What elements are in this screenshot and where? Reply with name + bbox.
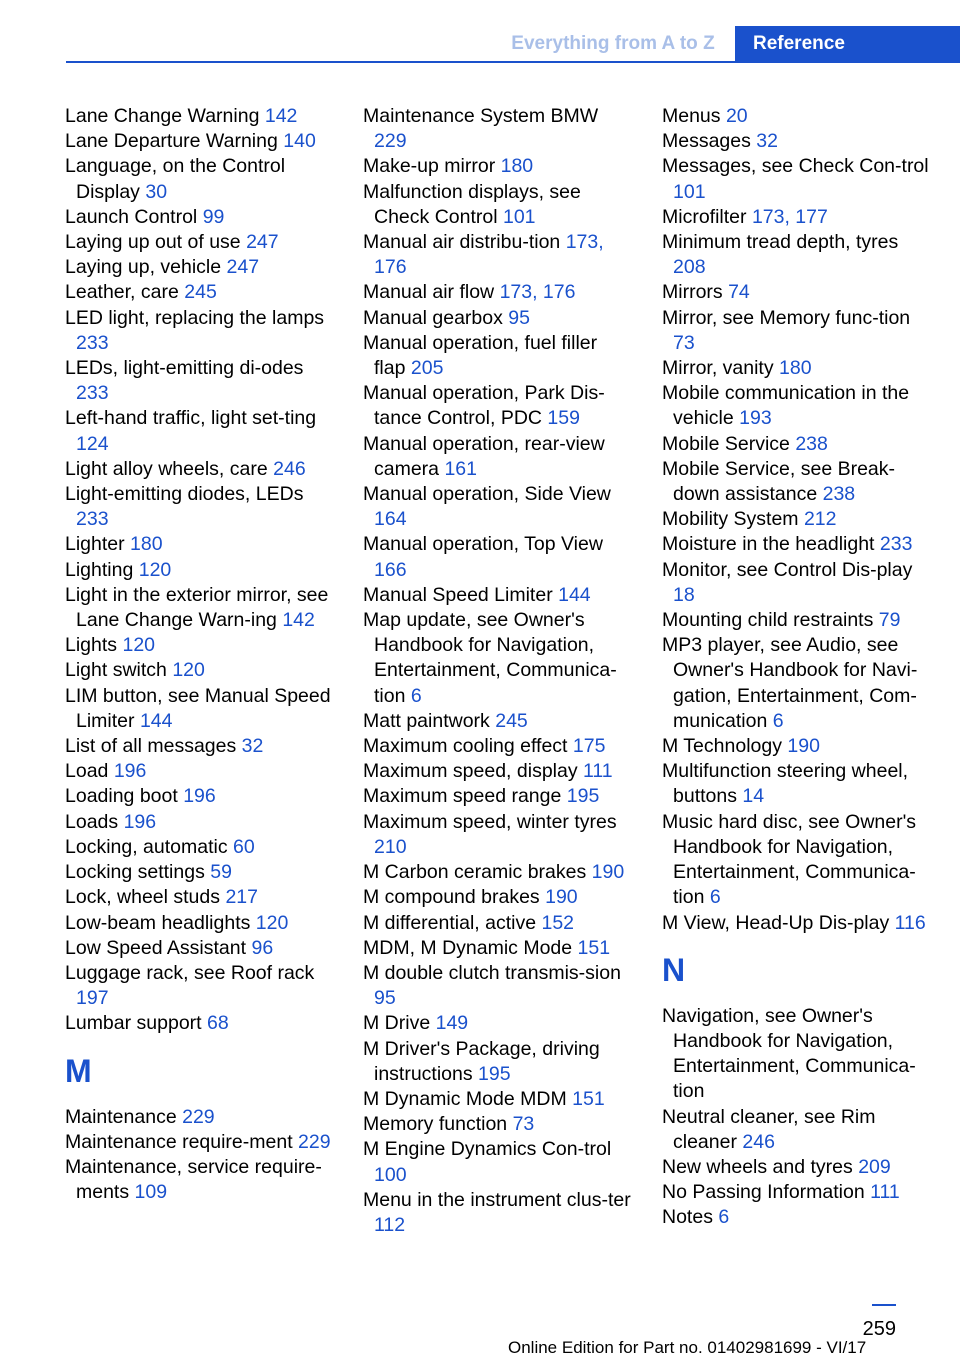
- index-entry: [65, 784, 335, 809]
- index-entry: [65, 936, 335, 961]
- index-entry: [662, 280, 932, 305]
- index-entry: [65, 810, 335, 835]
- index-entry: [662, 507, 932, 532]
- index-entry-term: Lights: [65, 634, 118, 657]
- index-entry: [363, 734, 633, 759]
- index-entry-page-link[interactable]: 180: [779, 357, 812, 380]
- index-entry-page-link[interactable]: 99: [202, 205, 225, 228]
- index-entry-term: Lighter: [65, 533, 125, 556]
- index-entry: [65, 230, 335, 255]
- index-entry-term: Light alloy wheels, care: [65, 457, 268, 480]
- index-entry-page-link[interactable]: 124: [76, 432, 109, 455]
- index-entry-term: Multifunction steering wheel, buttons: [662, 760, 909, 808]
- index-entry: [363, 1112, 633, 1137]
- index-entry: [662, 558, 932, 608]
- index-entry-page-link[interactable]: 96: [251, 936, 274, 959]
- index-entry: [65, 482, 335, 532]
- index-entry-page-link[interactable]: 209: [858, 1155, 891, 1178]
- index-entry-term: Language, on the Control Display: [65, 155, 286, 203]
- index-entry-page-link[interactable]: 245: [495, 709, 528, 732]
- index-entry-page-link[interactable]: 73: [512, 1113, 535, 1136]
- index-entry-page-link[interactable]: 245: [184, 281, 217, 304]
- index-entry-page-link[interactable]: 238: [822, 483, 856, 506]
- index-entry-term: Music hard disc, see Owner's Handbook for Navigation, Entertainment, Communica‐tion: [662, 810, 917, 909]
- index-entry-page-link[interactable]: 173, 176: [374, 231, 604, 279]
- index-entry: [662, 306, 932, 356]
- index-entry-term: Messages: [662, 130, 751, 153]
- index-entry-term: Messages, see Check Con‐trol: [662, 155, 929, 178]
- index-entry: [363, 331, 633, 381]
- index-entry-term: Launch Control: [65, 205, 198, 228]
- index-entry-term: Locking, automatic: [65, 835, 228, 858]
- index-entry-term: Locking settings: [65, 861, 205, 884]
- index-entry-page-link[interactable]: 247: [246, 231, 279, 254]
- index-entry: [65, 255, 335, 280]
- index-entry-page-link[interactable]: 233: [879, 533, 913, 556]
- index-entry-page-link[interactable]: 233: [76, 508, 109, 531]
- index-entry-page-link[interactable]: 193: [739, 407, 772, 430]
- index-entry-term: Leather, care: [65, 281, 179, 304]
- index-entry-term: No Passing Information: [662, 1181, 865, 1204]
- index-entry-term: LEDs, light‐emitting di‐odes: [65, 357, 304, 380]
- index-entry: [65, 205, 335, 230]
- index-entry: [662, 432, 932, 457]
- index-entry-page-link[interactable]: 6: [709, 886, 721, 909]
- index-entry-page-link[interactable]: 229: [374, 130, 407, 153]
- page-number: 259: [862, 1318, 896, 1340]
- index-entry-term: Monitor, see Control Dis‐play: [662, 558, 913, 581]
- index-entry-term: LED light, replacing the lamps: [65, 306, 325, 329]
- index-entry: [662, 1004, 932, 1105]
- index-entry-page-link[interactable]: 190: [545, 886, 578, 909]
- index-column-2: [363, 104, 633, 1238]
- index-entry-term: Menu in the instrument clus‐ter: [363, 1188, 631, 1211]
- index-entry: [662, 608, 932, 633]
- index-entry-term: Mobility System: [662, 508, 799, 531]
- index-entry-page-link[interactable]: 161: [444, 457, 477, 480]
- index-entry-term: M Carbon ceramic brakes: [363, 861, 587, 884]
- index-entry: [65, 835, 335, 860]
- index-entry: [662, 356, 932, 381]
- index-entry-page-link[interactable]: 95: [374, 987, 396, 1010]
- index-entry-page-link[interactable]: 59: [210, 861, 232, 884]
- header-chapter-tab: Reference: [735, 26, 960, 62]
- index-entry: [363, 154, 633, 179]
- index-entry-term: M Engine Dynamics Con‐trol: [363, 1138, 612, 1161]
- index-entry-term: Microfilter: [662, 205, 747, 228]
- index-entry-page-link[interactable]: 238: [795, 432, 828, 455]
- index-entry: [662, 810, 932, 911]
- index-entry-term: M differential, active: [363, 911, 537, 934]
- index-entry: [65, 734, 335, 759]
- index-entry: [65, 1105, 335, 1130]
- index-entry-page-link[interactable]: 190: [787, 735, 820, 758]
- index-entry-page-link[interactable]: 180: [500, 155, 534, 178]
- index-entry-term: Lane Departure Warning: [65, 130, 278, 153]
- index-entry: [363, 885, 633, 910]
- index-entry: [363, 759, 633, 784]
- index-entry-term: Manual operation, fuel filler flap: [363, 331, 598, 380]
- index-entry: [65, 457, 335, 482]
- index-entry: [662, 1155, 932, 1180]
- index-entry-term: Lock, wheel studs: [65, 886, 221, 909]
- index-entry-term: Maximum speed, winter tyres: [363, 810, 617, 833]
- index-entry-page-link[interactable]: 190: [591, 861, 625, 884]
- index-entry-term: Maintenance require‐ment: [65, 1130, 293, 1153]
- index-entry-term: Laying up, vehicle: [65, 256, 222, 279]
- index-entry: [363, 608, 633, 709]
- index-entry-term: Light switch: [65, 659, 167, 682]
- index-entry-term: MP3 player, see Audio, see Owner's Handbook for Navi‐gation, Entertainment, Com‐munication: [662, 634, 918, 732]
- index-entry-term: Left-hand traffic, light set‐ting: [65, 407, 317, 430]
- index-entry: [363, 810, 633, 860]
- index-entry-term: Light in the exterior mirror, see Lane Change Warn‐ing: [65, 583, 329, 632]
- index-entry: [65, 684, 335, 734]
- index-entry: [363, 961, 633, 1011]
- index-entry: [65, 1011, 335, 1036]
- index-entry-page-link[interactable]: 149: [435, 1012, 469, 1035]
- index-entry: [363, 936, 633, 961]
- index-entry-term: Lighting: [65, 558, 134, 581]
- index-column-1: [65, 104, 335, 1205]
- index-entry-term: Manual operation, Park Dis‐tance Control, PDC: [363, 382, 605, 430]
- index-entry-term: Make-up mirror: [363, 155, 496, 178]
- index-entry-page-link[interactable]: 120: [138, 558, 172, 581]
- index-entry-term: Manual operation, Side View: [363, 483, 611, 506]
- index-entry-term: List of all messages: [65, 735, 237, 758]
- index-entry: [65, 154, 335, 204]
- index-entry: [662, 911, 932, 936]
- index-entry-page-link[interactable]: 95: [508, 306, 530, 329]
- index-entry-page-link[interactable]: 140: [283, 130, 316, 153]
- index-entry-term: Light-emitting diodes, LEDs: [65, 483, 304, 506]
- index-entry-page-link[interactable]: 120: [122, 634, 156, 657]
- index-entry: [65, 1130, 335, 1155]
- index-entry-term: Maintenance: [65, 1105, 177, 1128]
- index-entry: [662, 154, 932, 204]
- index-entry-term: Mirror, see Memory func‐tion: [662, 306, 911, 329]
- index-entry: [662, 633, 932, 734]
- index-entry: [363, 381, 633, 431]
- index-entry-page-link[interactable]: 100: [374, 1163, 407, 1186]
- index-entry: [65, 1155, 335, 1205]
- index-entry: [65, 129, 335, 154]
- index-entry-term: Memory function: [363, 1113, 508, 1136]
- index-entry: [662, 457, 932, 507]
- index-entry-page-link[interactable]: 30: [145, 180, 168, 203]
- index-entry-page-link[interactable]: 151: [577, 936, 611, 959]
- index-entry: [65, 658, 335, 683]
- index-entry-term: Loads: [65, 810, 119, 833]
- index-entry-page-link[interactable]: 247: [226, 256, 260, 279]
- index-entry: [363, 1011, 633, 1036]
- index-entry-page-link[interactable]: 233: [76, 382, 109, 405]
- index-entry-term: Lane Change Warning: [65, 105, 260, 127]
- index-entry: [363, 180, 633, 230]
- index-entry-page-link[interactable]: 111: [870, 1181, 900, 1204]
- header-section-tab: Everything from A to Z: [511, 33, 715, 54]
- index-column-3: [662, 104, 932, 1231]
- index-entry-page-link[interactable]: 74: [728, 281, 750, 304]
- index-entry-page-link[interactable]: 20: [725, 105, 748, 127]
- index-entry: [65, 885, 335, 910]
- index-entry-term: Manual operation, rear-view camera: [363, 432, 605, 480]
- footer-rule: [872, 1304, 896, 1306]
- index-entry-term: Manual operation, Top View: [363, 533, 603, 556]
- index-entry-page-link[interactable]: 109: [134, 1181, 168, 1204]
- index-entry-page-link[interactable]: 144: [558, 583, 591, 606]
- index-entry-page-link[interactable]: 212: [803, 508, 837, 531]
- index-entry-term: Neutral cleaner, see Rim cleaner: [662, 1105, 876, 1153]
- index-entry: [363, 532, 633, 582]
- index-entry-term: Low Speed Assistant: [65, 936, 247, 959]
- index-entry-page-link[interactable]: 142: [282, 609, 315, 632]
- index-letter-heading: M: [65, 1052, 92, 1089]
- index-entry-term: Matt paintwork: [363, 709, 490, 732]
- index-entry-page-link[interactable]: 229: [182, 1105, 215, 1128]
- index-entry-term: Maximum cooling effect: [363, 735, 568, 758]
- index-entry: [65, 961, 335, 1011]
- index-entry-term: Manual Speed Limiter: [363, 583, 553, 606]
- index-entry: [662, 532, 932, 557]
- index-entry-term: MDM, M Dynamic Mode: [363, 936, 573, 959]
- index-entry-page-link[interactable]: 116: [894, 911, 926, 934]
- index-entry-page-link[interactable]: 195: [566, 785, 600, 808]
- index-entry: [363, 1087, 633, 1112]
- index-entry-page-link[interactable]: 246: [273, 457, 306, 480]
- index-entry-page-link[interactable]: 79: [878, 609, 901, 632]
- index-entry-page-link[interactable]: 60: [233, 835, 255, 858]
- index-entry-term: Maintenance System BMW: [363, 105, 599, 127]
- index-entry-term: Lumbar support: [65, 1012, 202, 1035]
- index-entry-term: Maintenance, service require‐ments: [65, 1155, 322, 1204]
- index-entry: [662, 1180, 932, 1205]
- index-entry: [662, 129, 932, 154]
- index-entry-term: Mobile Service: [662, 432, 790, 455]
- index-entry-term: Mounting child restraints: [662, 609, 874, 632]
- index-entry-term: Manual air flow: [363, 281, 495, 304]
- index-entry-term: LIM button, see Manual Speed Limiter: [65, 684, 331, 732]
- index-entry-term: Mobile communication in the vehicle: [662, 382, 910, 430]
- index-entry: [363, 1137, 633, 1187]
- index-entry-page-link[interactable]: 196: [183, 785, 216, 808]
- index-entry-term: M Drive: [363, 1012, 431, 1035]
- index-entry: [363, 104, 633, 154]
- index-entry-term: Manual gearbox: [363, 306, 503, 329]
- index-entry-term: M double clutch transmis‐sion: [363, 961, 621, 984]
- header-rule: [66, 61, 960, 63]
- index-entry: [363, 482, 633, 532]
- index-entry-page-link[interactable]: 164: [374, 508, 407, 531]
- index-entry: [363, 860, 633, 885]
- index-entry-page-link[interactable]: 18: [673, 583, 695, 606]
- index-entry-page-link[interactable]: 205: [410, 357, 444, 380]
- index-entry: [662, 381, 932, 431]
- index-entry: [65, 759, 335, 784]
- index-entry-page-link[interactable]: 246: [742, 1130, 775, 1153]
- index-entry-term: Mobile Service, see Break‐down assistance: [662, 457, 896, 506]
- index-entry-page-link[interactable]: 159: [547, 407, 580, 430]
- index-entry: [65, 406, 335, 456]
- index-entry-term: M View, Head-Up Dis‐play: [662, 911, 890, 934]
- index-entry-page-link[interactable]: 120: [172, 659, 205, 682]
- index-entry-term: M compound brakes: [363, 886, 540, 909]
- index-entry: [363, 784, 633, 809]
- index-entry-page-link[interactable]: 6: [772, 709, 784, 732]
- index-entry: [65, 911, 335, 936]
- index-entry-page-link[interactable]: 101: [502, 205, 536, 228]
- index-entry: [363, 230, 633, 280]
- index-entry-term: M Dynamic Mode MDM: [363, 1087, 567, 1110]
- index-entry-term: Loading boot: [65, 785, 178, 808]
- index-entry-term: Luggage rack, see Roof rack: [65, 961, 315, 984]
- index-entry-page-link[interactable]: 233: [76, 331, 109, 354]
- index-entry: [65, 532, 335, 557]
- index-entry-term: M Technology: [662, 735, 782, 758]
- index-entry-term: M Driver's Package, driving instructions: [363, 1037, 600, 1085]
- index-entry: [65, 306, 335, 356]
- index-entry-term: Notes: [662, 1206, 713, 1229]
- index-entry: [662, 759, 932, 809]
- index-entry-term: Laying up out of use: [65, 231, 241, 254]
- index-entry-page-link[interactable]: 166: [374, 558, 407, 581]
- index-entry-page-link[interactable]: 195: [478, 1062, 511, 1085]
- index-entry-page-link[interactable]: 6: [718, 1206, 730, 1229]
- index-entry: [662, 1205, 932, 1230]
- index-entry-page-link[interactable]: 112: [374, 1213, 406, 1236]
- index-entry: [662, 104, 932, 129]
- index-entry: [363, 1188, 633, 1238]
- index-entry-term: Menus: [662, 105, 721, 127]
- index-entry: [363, 583, 633, 608]
- index-entry-term: Maximum speed range: [363, 785, 562, 808]
- index-entry-page-link[interactable]: 68: [207, 1012, 229, 1035]
- index-entry: [363, 306, 633, 331]
- index-entry: [363, 709, 633, 734]
- index-entry: [65, 860, 335, 885]
- index-entry: [65, 280, 335, 305]
- index-entry: [363, 1037, 633, 1087]
- index-entry: [363, 280, 633, 305]
- index-entry-page-link[interactable]: 151: [572, 1087, 605, 1110]
- index-entry: [662, 734, 932, 759]
- index-entry-term: Mirror, vanity: [662, 357, 774, 380]
- index-entry: [65, 558, 335, 583]
- index-entry-page-link[interactable]: 173, 177: [751, 205, 828, 228]
- index-entry-page-link[interactable]: 208: [673, 256, 706, 279]
- index-entry: [65, 633, 335, 658]
- index-entry-page-link[interactable]: 120: [255, 911, 289, 934]
- index-entry-page-link[interactable]: 73: [673, 331, 695, 354]
- index-entry: [363, 432, 633, 482]
- index-entry-term: Malfunction displays, see Check Control: [363, 180, 581, 228]
- index-entry-page-link[interactable]: 196: [113, 760, 147, 783]
- index-entry-page-link[interactable]: 142: [264, 105, 298, 127]
- index-entry: [65, 583, 335, 633]
- index-entry-page-link[interactable]: 173, 176: [499, 281, 576, 304]
- index-entry-page-link[interactable]: 180: [130, 533, 163, 556]
- index-entry-term: New wheels and tyres: [662, 1155, 853, 1178]
- index-entry-page-link[interactable]: 175: [572, 735, 606, 758]
- index-entry-term: Navigation, see Owner's Handbook for Navigation, Entertainment, Communica‐tion: [662, 1004, 916, 1103]
- index-entry: [363, 911, 633, 936]
- index-entry: [662, 205, 932, 230]
- index-entry-term: Load: [65, 760, 109, 783]
- index-entry-page-link[interactable]: 144: [139, 709, 173, 732]
- index-entry-page-link[interactable]: 229: [298, 1130, 331, 1153]
- index-entry-page-link[interactable]: 32: [756, 130, 778, 153]
- index-letter-heading: N: [662, 951, 686, 988]
- index-entry-page-link[interactable]: 196: [123, 810, 157, 833]
- index-entry-page-link[interactable]: 210: [374, 835, 407, 858]
- index-entry: [65, 356, 335, 406]
- index-entry-page-link[interactable]: 14: [742, 785, 765, 808]
- index-entry-term: Manual air distribu‐tion: [363, 231, 561, 254]
- index-entry-term: Moisture in the headlight: [662, 533, 875, 556]
- index-entry-page-link[interactable]: 217: [225, 886, 258, 909]
- index-entry: [65, 104, 335, 129]
- index-entry: [662, 1105, 932, 1155]
- index-entry-term: Minimum tread depth, tyres: [662, 231, 899, 254]
- index-entry-page-link[interactable]: 152: [541, 911, 575, 934]
- index-entry-page-link[interactable]: 101: [673, 180, 706, 203]
- index-entry: [662, 230, 932, 280]
- index-entry-page-link[interactable]: 32: [241, 735, 264, 758]
- index-entry-page-link[interactable]: 111: [583, 760, 613, 783]
- index-entry-term: Low-beam headlights: [65, 911, 251, 934]
- index-entry-term: Map update, see Owner's Handbook for Navigation, Entertainment, Communica‐tion: [363, 609, 617, 707]
- index-entry-term: Maximum speed, display: [363, 760, 578, 783]
- index-entry-page-link[interactable]: 197: [76, 987, 109, 1010]
- index-entry-term: Mirrors: [662, 281, 723, 304]
- index-entry-page-link[interactable]: 6: [410, 684, 422, 707]
